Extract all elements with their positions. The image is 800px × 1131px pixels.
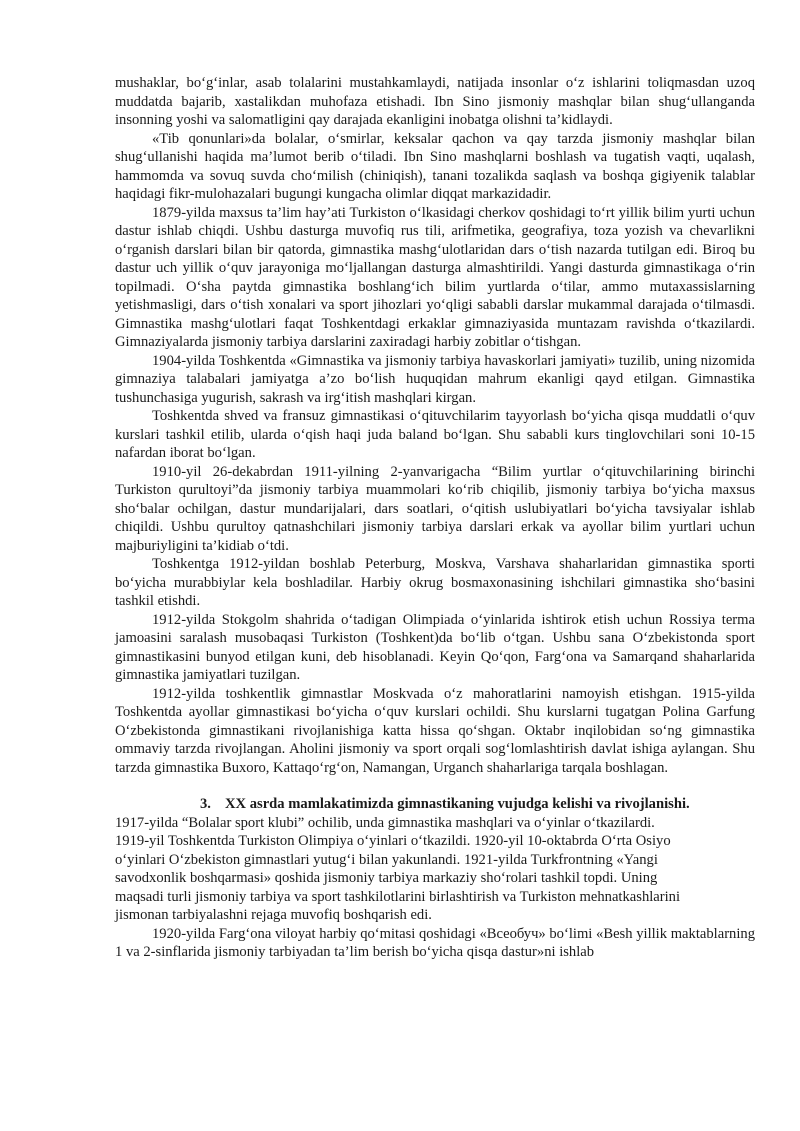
paragraph: 1910-yil 26-dekabrdan 1911-yilning 2-yanvarigacha “Bilim yurtlar o‘qituvchilarining birinchi Turkiston qurultoyi”da jismoniy tarbiya muammolari ko‘rib chiqilib, jismoniy tarbiya bo‘yicha maxsus sho‘balar ochilgan, dastur mundarijalari, dars soatlari, o‘qitish uslubiyatlari bo‘yicha tavsiyalar ishlab chiqildi. Ushbu qurultoy qatnashchilari jismoniy tarbiya darslari erkak va ayollar bilim yurtlari uchun majburiyligini ta’kidiab o‘tdi.	[115, 463, 755, 554]
section-title: XX asrda mamlakatimizda gimnastikaning vujudga kelishi va rivojlanishi.	[225, 796, 690, 812]
paragraph: Toshkentga 1912-yildan boshlab Peterburg, Moskva, Varshava shaharlaridan gimnastika sporti bo‘yicha murabbiylar kela boshladilar. Harbiy okrug bosmaxonasining ishchilari gimnastika sho‘basini tashkil etishdi.	[115, 556, 755, 609]
text-line: 1917-yilda “Bolalar sport klubi” ochilib, unda gimnastika mashqlari va o‘yinlar o‘tkazilardi.	[115, 814, 655, 831]
paragraph: 1879-yilda maxsus ta’lim hay’ati Turkiston o‘lkasidagi cherkov qoshidagi to‘rt yillik bilim yurti uchun dastur ishlab chiqdi. Ushbu dasturga muvofiq rus tili, arifmetika, geografiya, toza yozish va chevarlikni o‘rganish darslari bilan bir qatorda, gimnastika mashg‘ulotlaridan dars o‘tish nazarda tutilgan edi. Biroq bu dastur uch yillik o‘quv jarayoniga mo‘ljallangan dasturga almashtirildi. Yangi dasturda gimnastikaga o‘rin topilmadi. O‘sha paytda gimnastika boshlang‘ich bilim yurtlarda o‘tilar, ammo mutaxassislarning yetishmasligi, dars o‘tish xonalari va sport jihozlari yo‘qligi sababli darslar mukammal darajada o‘tilmasdi. Gimnastika mashg‘ulotlari faqat Toshkentdagi erkaklar gimnaziyasida muntazam ravishda o‘tkazilardi. Gimnaziyalarda jismoniy tarbiya darslarini zaxiradagi harbiy zobitlar o‘tishgan.	[115, 204, 755, 350]
paragraph: mushaklar, bo‘g‘inlar, asab tolalarini mustahkamlaydi, natijada insonlar o‘z ishlarini toliqmasdan uzoq muddatda bajarib, xastalikdan muhofaza etishadi. Ibn Sino jismoniy mashqlar bilan shug‘ullanganda insonning yoshi va salomatligini qay darajada ekanligini inobatga olishni ta’kidlaydi.	[115, 75, 755, 128]
paragraph: Toshkentda shved va fransuz gimnastikasi o‘qituvchilarim tayyorlash bo‘yicha qisqa muddatli o‘quv kurslari tashkil etilib, ularda o‘qish haqi juda baland bo‘lgan. Shu sababli kurs tinglovchilari soni 10-15 nafardan iborat bo‘lgan.	[115, 408, 755, 461]
text-line: savodxonlik boshqarmasi» qoshida jismoniy tarbiya markaziy sho‘rolari tashkil topdi. Uning	[115, 870, 658, 886]
text-line: 1919-yil Toshkentda Turkiston Olimpiya o‘yinlari o‘tkazildi. 1920-yil 10-oktabrda O‘rta Osiyo	[115, 833, 671, 849]
section-number: 3.	[200, 796, 211, 812]
paragraph: «Tib qonunlari»da bolalar, o‘smirlar, keksalar qachon va qay tarzda jismoniy mashqlar bilan shug‘ullanishi haqida ma’lumot berib o‘tiladi. Ibn Sino mashqlarni boshlash va tugatish vaqti, uqalash, hammomda va sovuq suvda cho‘milish (chiniqish), tanani tozalikda saqlash va boshqa gigiyenik talablar haqidagi fikr-mulohazalari bugungi kungacha olimlar diqqat markazidadir.	[115, 130, 755, 202]
paragraph: 1904-yilda Toshkentda «Gimnastika va jismoniy tarbiya havaskorlari jamiyati» tuzilib, uning nizomida gimnaziya talabalari jamiyatga a’zo bo‘lish huquqidan mahrum ekanligi qayd etilgan. Gimnastika tushunchasiga yugurish, sakrash va irg‘itish mashqlari kirgan.	[115, 352, 755, 406]
spacer	[115, 777, 755, 795]
paragraph: 1920-yilda Farg‘ona viloyat harbiy qo‘mitasi qoshidagi «Всеобуч» bo‘limi «Besh yillik maktablarning 1 va 2-sinflarida jismoniy tarbiyadan ta’lim berish bo‘yicha qisqa dastur»ni ishlab	[115, 925, 755, 960]
text-line: jismonan tarbiyalashni rejaga muvofiq boshqarish edi.	[115, 907, 432, 923]
paragraph: 1912-yilda toshkentlik gimnastlar Moskvada o‘z mahoratlarini namoyish etishgan. 1915-yilda Toshkentda ayollar gimnastikasi bo‘yicha o‘quv kurslari ochildi. Shu kurslarni tugatgan Polina Garfung O‘zbekistonda gimnastikani rivojlanishiga katta hissa qo‘shgan. Oktabr inqilobidan so‘ng gimnastika ommaviy tarzda rivojlangan. Aholini jismoniy va sport orqali sog‘lomlashtirish davlat ishiga aylangan. Shu tarzda gimnastika Buxoro, Kattaqo‘rg‘on, Namangan, Urganch shaharlariga tarqala boshlagan.	[115, 685, 755, 776]
document-page	[115, 74, 755, 962]
text-line: o‘yinlari O‘zbekiston gimnastlari yutug‘i bilan yakunlandi. 1921-yilda Turkfrontning «Yangi	[115, 851, 658, 868]
paragraph: 1912-yilda Stokgolm shahrida o‘tadigan Olimpiada o‘yinlarida ishtirok etish uchun Rossiya terma jamoasini saralash musobaqasi Turkiston (Toshkent)da bo‘lib o‘tgan. Ushbu sana O‘zbekistonda sport gimnastikasini bunyod etilgan kuni, deb hisoblanadi. Keyin Qo‘qon, Farg‘ona va Samarqand shaharlarida gimnastika jamiyatlari tuzilgan.	[115, 611, 755, 683]
text-line: maqsadi turli jismoniy tarbiya va sport tashkilotlarini birlashtirish va Turkiston mehnatkashlarini	[115, 888, 681, 905]
section-heading	[115, 795, 755, 814]
